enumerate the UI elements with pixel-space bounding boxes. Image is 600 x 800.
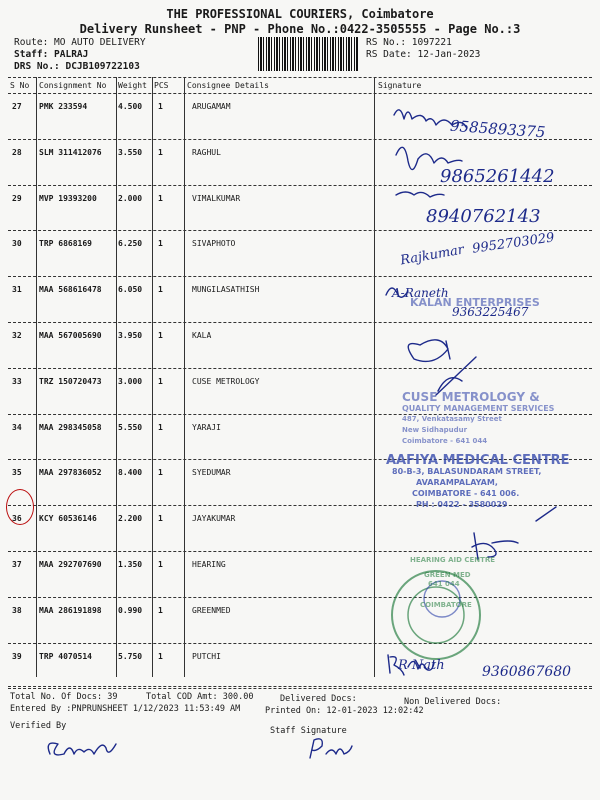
handwritten-name-r31: A-Raneth bbox=[392, 286, 449, 300]
staff-signature-label: Staff Signature bbox=[270, 726, 347, 736]
row-consignment: PMK 233594 bbox=[39, 102, 88, 111]
row-consignment: MAA 298345058 bbox=[39, 422, 102, 432]
row-pcs: 1 bbox=[158, 331, 163, 340]
row-consignee: VIMALKUMAR bbox=[192, 193, 241, 203]
barcode bbox=[258, 37, 358, 71]
aafiya-stamp bbox=[386, 455, 570, 510]
row-consignee: HEARING bbox=[192, 560, 226, 569]
total-cod: Total COD Amt: 300.00 bbox=[146, 692, 254, 702]
row-pcs: 1 bbox=[158, 102, 163, 111]
handwritten-phone-r28: 9865261442 bbox=[440, 166, 555, 187]
footer-rule bbox=[8, 686, 592, 687]
circle-annotation bbox=[6, 489, 34, 525]
table-top-rule bbox=[8, 77, 592, 78]
row-weight: 6.250 bbox=[118, 239, 143, 249]
row-consignment: MAA 297836052 bbox=[39, 468, 102, 478]
aafiya-stamp-line: AVARAMPALAYAM, bbox=[416, 478, 498, 487]
col-divider bbox=[36, 77, 37, 677]
hearing-stamp-line: 641 044 bbox=[428, 580, 460, 588]
cuse-stamp-line: New Sidhapudur bbox=[402, 426, 468, 434]
col-header-pcs: PCS bbox=[154, 81, 169, 90]
hearing-stamp-line: GREEN MED bbox=[424, 571, 471, 579]
cuse-stamp bbox=[402, 392, 554, 447]
row-sno: 31 bbox=[12, 285, 22, 295]
handwritten-phone-r39: 9360867680 bbox=[482, 664, 572, 680]
row-consignment: MAA 286191898 bbox=[39, 605, 102, 615]
row-weight: 2.000 bbox=[118, 193, 143, 203]
col-divider bbox=[374, 77, 375, 677]
cuse-stamp-line: CUSE METROLOGY & bbox=[402, 390, 540, 404]
row-weight: 1.350 bbox=[118, 560, 143, 569]
row-weight: 8.400 bbox=[118, 468, 143, 478]
col-header-consignment: Consignment No bbox=[39, 81, 107, 90]
row-consignment: TRP 6868169 bbox=[39, 239, 92, 249]
delivered-docs: Delivered Docs: bbox=[280, 694, 357, 704]
table-header-rule bbox=[8, 93, 592, 94]
aafiya-stamp-line: COIMBATORE - 641 006. bbox=[412, 489, 520, 498]
row-consignment: SLM 311412076 bbox=[39, 147, 102, 157]
row-pcs: 1 bbox=[158, 285, 163, 295]
handwritten-name-r39: R Nath bbox=[398, 658, 445, 673]
row-weight: 5.750 bbox=[118, 651, 143, 661]
verified-by-signature bbox=[40, 724, 160, 774]
handwritten-phone-r27: 9585893375 bbox=[449, 116, 546, 142]
row-consignee: ARUGAMAM bbox=[192, 102, 231, 111]
row-sno: 33 bbox=[12, 376, 22, 386]
row-pcs: 1 bbox=[158, 376, 163, 386]
signature-r36 bbox=[472, 507, 556, 559]
row-weight: 2.200 bbox=[118, 514, 143, 524]
row-consignment: MVP 19393200 bbox=[39, 193, 97, 203]
aafiya-stamp-line: PH : 0422 - 3580029 bbox=[416, 500, 508, 509]
row-divider bbox=[8, 688, 592, 689]
cuse-stamp-line: 487, Venkatasamy Street bbox=[402, 415, 502, 423]
staff-signature bbox=[300, 730, 380, 770]
row-pcs: 1 bbox=[158, 468, 163, 478]
kalan-stamp: KALAN ENTERPRISES bbox=[410, 296, 540, 309]
row-consignee: GREENMED bbox=[192, 605, 231, 615]
row-pcs: 1 bbox=[158, 147, 163, 157]
row-pcs: 1 bbox=[158, 239, 163, 249]
row-consignment: TRZ 150720473 bbox=[39, 376, 102, 386]
entered-by: Entered By :PNPRUNSHEET 1/12/2023 11:53:49 AM bbox=[10, 704, 241, 714]
cuse-stamp-line: QUALITY MANAGEMENT SERVICES bbox=[402, 404, 555, 413]
hearing-stamp-line: COIMBATORE bbox=[420, 601, 472, 609]
signature-r29 bbox=[396, 192, 444, 197]
col-header-signature: Signature bbox=[378, 81, 422, 90]
handwritten-phone-r30: 9952703029 bbox=[471, 230, 556, 257]
row-sno: 38 bbox=[12, 605, 22, 615]
hearing-stamp-line: HEARING AID CENTRE bbox=[410, 556, 496, 564]
signature-stroke bbox=[310, 739, 352, 758]
total-docs: Total No. Of Docs: 39 bbox=[10, 692, 118, 702]
rs-number: RS No.: 1097221 bbox=[366, 37, 452, 48]
row-consignee: CUSE METROLOGY bbox=[192, 376, 260, 386]
row-pcs: 1 bbox=[158, 605, 163, 615]
row-sno: 37 bbox=[12, 560, 22, 569]
handwritten-phone-r29: 8940762143 bbox=[426, 206, 541, 227]
row-consignee: KALA bbox=[192, 331, 212, 340]
row-consignee: RAGHUL bbox=[192, 147, 221, 157]
col-divider bbox=[152, 77, 153, 677]
row-consignee: JAYAKUMAR bbox=[192, 514, 236, 524]
row-sno: 35 bbox=[12, 468, 22, 478]
row-sno: 27 bbox=[12, 102, 22, 111]
runsheet-subtitle: Delivery Runsheet - PNP - Phone No.:0422-3505555 - Page No.:3 bbox=[79, 22, 521, 36]
row-sno: 32 bbox=[12, 331, 22, 340]
row-weight: 4.500 bbox=[118, 102, 143, 111]
row-sno: 36 bbox=[12, 514, 22, 524]
row-weight: 3.000 bbox=[118, 376, 143, 386]
route-label: Route: MO AUTO DELIVERY bbox=[14, 37, 146, 48]
staff-label: Staff: PALRAJ bbox=[14, 49, 89, 60]
signature-stroke bbox=[48, 743, 116, 755]
row-weight: 6.050 bbox=[118, 285, 143, 295]
row-consignee: MUNGILASATHISH bbox=[192, 285, 260, 295]
aafiya-stamp-line: AAFIYA MEDICAL CENTRE bbox=[386, 453, 570, 468]
handwritten-name-r30: Rajkumar bbox=[399, 242, 466, 269]
col-divider bbox=[116, 77, 117, 677]
row-consignment: MAA 568616478 bbox=[39, 285, 102, 295]
row-pcs: 1 bbox=[158, 193, 163, 203]
row-consignee: YARAJI bbox=[192, 422, 221, 432]
row-consignee: SYEDUMAR bbox=[192, 468, 231, 478]
col-divider bbox=[184, 77, 185, 677]
row-weight: 3.550 bbox=[118, 147, 143, 157]
row-pcs: 1 bbox=[158, 560, 163, 569]
row-pcs: 1 bbox=[158, 514, 163, 524]
row-consignment: MAA 292707690 bbox=[39, 560, 102, 569]
cuse-stamp-line: Coimbatore - 641 044 bbox=[402, 437, 488, 445]
col-header-consignee: Consignee Details bbox=[187, 81, 269, 90]
row-sno: 39 bbox=[12, 651, 22, 661]
row-consignment: MAA 567005690 bbox=[39, 331, 102, 340]
col-header-sno: S No bbox=[10, 81, 30, 90]
row-weight: 3.950 bbox=[118, 331, 143, 340]
row-consignment: KCY 60536146 bbox=[39, 514, 97, 524]
non-delivered-docs: Non Delivered Docs: bbox=[404, 697, 502, 707]
row-weight: 5.550 bbox=[118, 422, 143, 432]
row-consignment: TRP 4070514 bbox=[39, 651, 92, 661]
row-sno: 34 bbox=[12, 422, 22, 432]
row-consignee: PUTCHI bbox=[192, 651, 221, 661]
row-sno: 28 bbox=[12, 147, 22, 157]
company-title: THE PROFESSIONAL COURIERS, Coimbatore bbox=[166, 7, 434, 21]
rs-date: RS Date: 12-Jan-2023 bbox=[366, 49, 481, 60]
row-sno: 30 bbox=[12, 239, 22, 249]
row-weight: 0.990 bbox=[118, 605, 143, 615]
row-pcs: 1 bbox=[158, 422, 163, 432]
printed-on: Printed On: 12-01-2023 12:02:42 bbox=[265, 706, 424, 716]
row-pcs: 1 bbox=[158, 651, 163, 661]
signature-r32 bbox=[408, 340, 450, 362]
row-consignee: SIVAPHOTO bbox=[192, 239, 236, 249]
hearing-stamp bbox=[410, 556, 495, 610]
verified-by-label: Verified By bbox=[10, 721, 67, 731]
drs-number: DRS No.: DCJB109722103 bbox=[14, 61, 140, 72]
col-header-weight: Weight bbox=[118, 81, 147, 90]
handwritten-phone-r31: 9363225467 bbox=[452, 305, 529, 319]
row-sno: 29 bbox=[12, 193, 22, 203]
aafiya-stamp-line: 80-B-3, BALASUNDARAM STREET, bbox=[392, 467, 542, 476]
